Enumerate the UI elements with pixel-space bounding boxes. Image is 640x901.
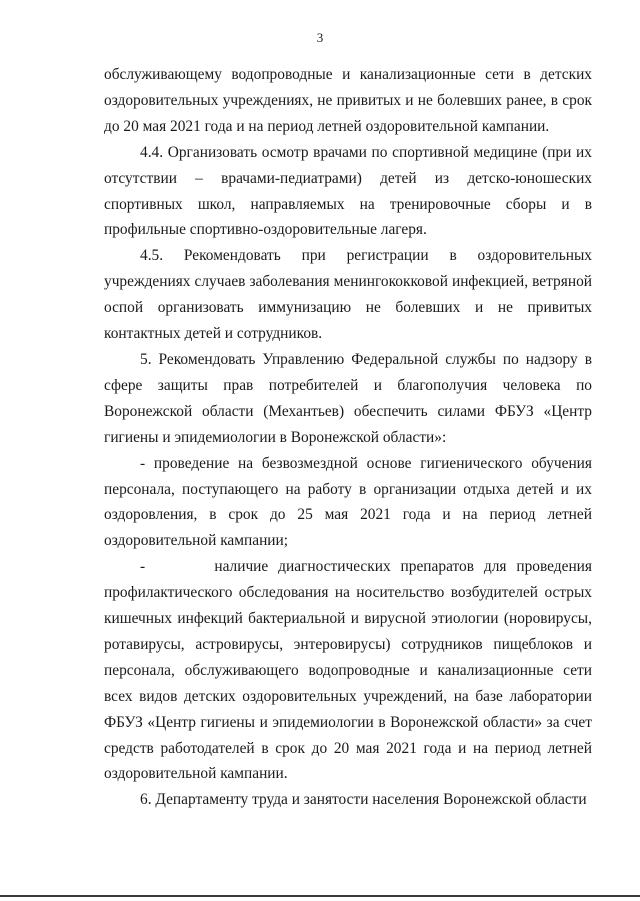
list-item-diagnostics [104, 554, 592, 787]
paragraph-6: 6. Департаменту труда и занятости населения Воронежской области [140, 791, 587, 809]
list-item-diagnostics-rest: профилактического обследования на носительство возбудителей острых кишечных инфекций бактериальной и вирусной этиологии (норовирусы, ротавирусы, астровирусы, энтеровирусы) сотрудников пищеблоков и персонала, обслуживающего водопроводные и канализационные сети всех видов детских оздоровительных учреждений, на базе лаборатории ФБУЗ «Центр гигиены и эпидемиологии в Воронежской области» за счет средств работодателей в срок до 20 мая 2021 года и на период летней оздоровительной кампании. [104, 584, 592, 783]
paragraph-4-5: 4.5. Рекомендовать при регистрации в оздоровительных учреждениях случаев заболевания менингококковой инфекцией, ветряной оспой организовать иммунизацию не болевших и не привитых контактных детей и сотрудников. [104, 247, 592, 343]
paragraph-continuation: обслуживающему водопроводные и канализационные сети в детских оздоровительных учреждениях, не привитых и не болевших ранее, в срок до 20 мая 2021 года и на период летней оздоровительной кампании. [104, 66, 592, 135]
list-item-diagnostics-first-line: - наличие диагностических препаратов для проведения [140, 558, 592, 576]
document-body [104, 62, 592, 813]
page-number: 3 [316, 30, 324, 45]
paragraph-5: 5. Рекомендовать Управлению Федеральной службы по надзору в сфере защиты прав потребителей и благополучия человека по Воронежской области (Механтьев) обеспечить силами ФБУЗ «Центр гигиены и эпидемиологии в Воронежской области»: [104, 350, 592, 446]
list-item-training: - проведение на безвозмездной основе гигиенического обучения персонала, поступающего на работу в организации отдыха детей и их оздоровления, в срок до 25 мая 2021 года и на период летней оздоровительной кампании; [104, 454, 592, 550]
paragraph-4-4: 4.4. Организовать осмотр врачами по спортивной медицине (при их отсутствии – врачами-педиатрами) детей из детско-юношеских спортивных школ, направляемых на тренировочные сборы и в профильные спортивно-оздоровительные лагеря. [104, 143, 592, 239]
bottom-rule [0, 895, 640, 897]
